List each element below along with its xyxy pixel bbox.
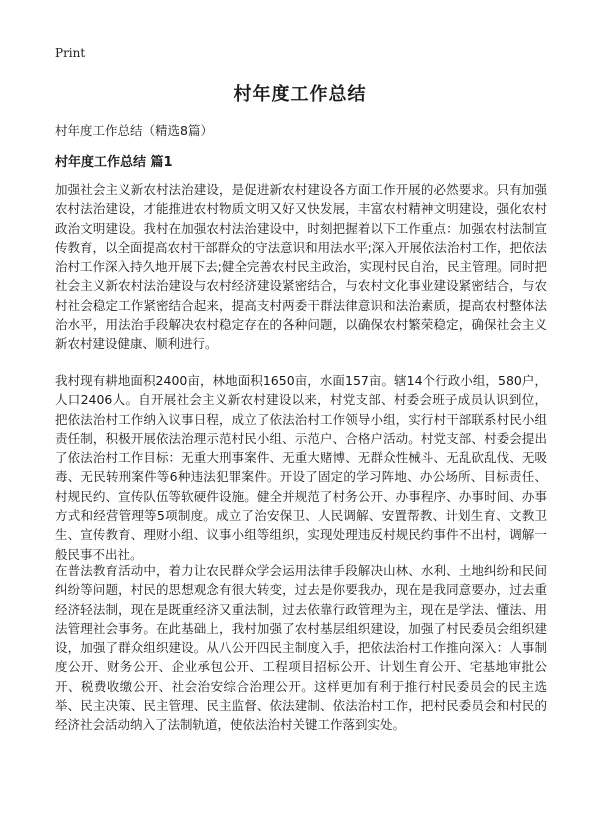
section-heading: 村年度工作总结 篇1 <box>55 155 173 170</box>
page-title: 村年度工作总结 <box>233 84 367 105</box>
body-paragraph: 我村现有耕地面积2400亩，林地面积1650亩，水面157亩。辖14个行政小组，580户，人口2406人。自开展社会主义新农村建设以来，村党支部、村委会班子成员认识到位，把依法治村工作纳入议事日程，成立了依法治村工作领导小组，实行村干部联系村民小组责任制，积极开展依法治理示范村民小组、示范户、合格户活动。村党支部、村委会提出了依法治村工作目标：无重大刑事案件、无重大赌博、无群众性械斗、无乱砍乱伐、无吸毒、无民转刑案件等6种违法犯罪案件。开设了固定的学习阵地、办公场所、目标责任、村规民约、宣传队伍等软硬件设施。健全并规范了村务公开、办事程序、办事时间、办事方式和经营管理等5项制度。成立了治安保卫、人民调解、安置帮教、计划生育、文教卫生、宣传教育、理财小组、议事小组等组织，实现处理违反村规民约事件不出村，调解一般民事不出社。 <box>55 373 547 562</box>
body-paragraph: 在普法教育活动中，着力让农民群众学会运用法律手段解决山林、水利、土地纠纷和民间纠纷等问题，村民的思想观念有很大转变，过去是你要我办，现在是我同意要办，过去重经济轻法制，现在是既重经济又重法制，过去依靠行政管理为主，现在是学法、懂法、用法管理社会事务。在此基础上，我村加强了农村基层组织建设，加强了村民委员会组织建设，加强了群众组织建设。从八公开四民主制度入手，把依法治村工作推向深入：人事制度公开、财务公开、企业承包公开、工程项目招标公开、计划生育公开、宅基地审批公开、税费收缴公开、社会治安综合治理公开。这样更加有利于推行村民委员会的民主选举、民主决策、民主管理、民主监督、依法建制、依法治村工作，把村民委员会和村民的经济社会活动纳入了法制轨道，使依法治村关键工作落到实处。 <box>55 563 547 733</box>
body-paragraph: 加强社会主义新农村法治建设，是促进新农村建设各方面工作开展的必然要求。只有加强农村法治建设，才能推进农村物质文明又好又快发展，丰富农村精神文明建设，强化农村政治文明建设。我村在加强农村法治建设中，时刻把握着以下工作重点：加强农村法制宣传教育，以全面提高农村干部群众的守法意识和用法水平;深入开展依法治村工作，把依法治村工作深入持久地开展下去;健全完善农村民主政治，实现村民自治，民主管理。同时把社会主义新农村法治建设与农村经济建设紧密结合，与农村文化事业建设紧密结合，与农村社会稳定工作紧密结合起来，提高支村两委干群法律意识和法治素质，提高农村整体法治水平，用法治手段解决农村稳定存在的各种问题，以确保农村繁荣稳定，确保社会主义新农村建设健康、顺利进行。 <box>55 182 547 352</box>
document-subtitle: 村年度工作总结（精选8篇） <box>55 123 213 138</box>
print-link[interactable]: Print <box>55 46 86 60</box>
